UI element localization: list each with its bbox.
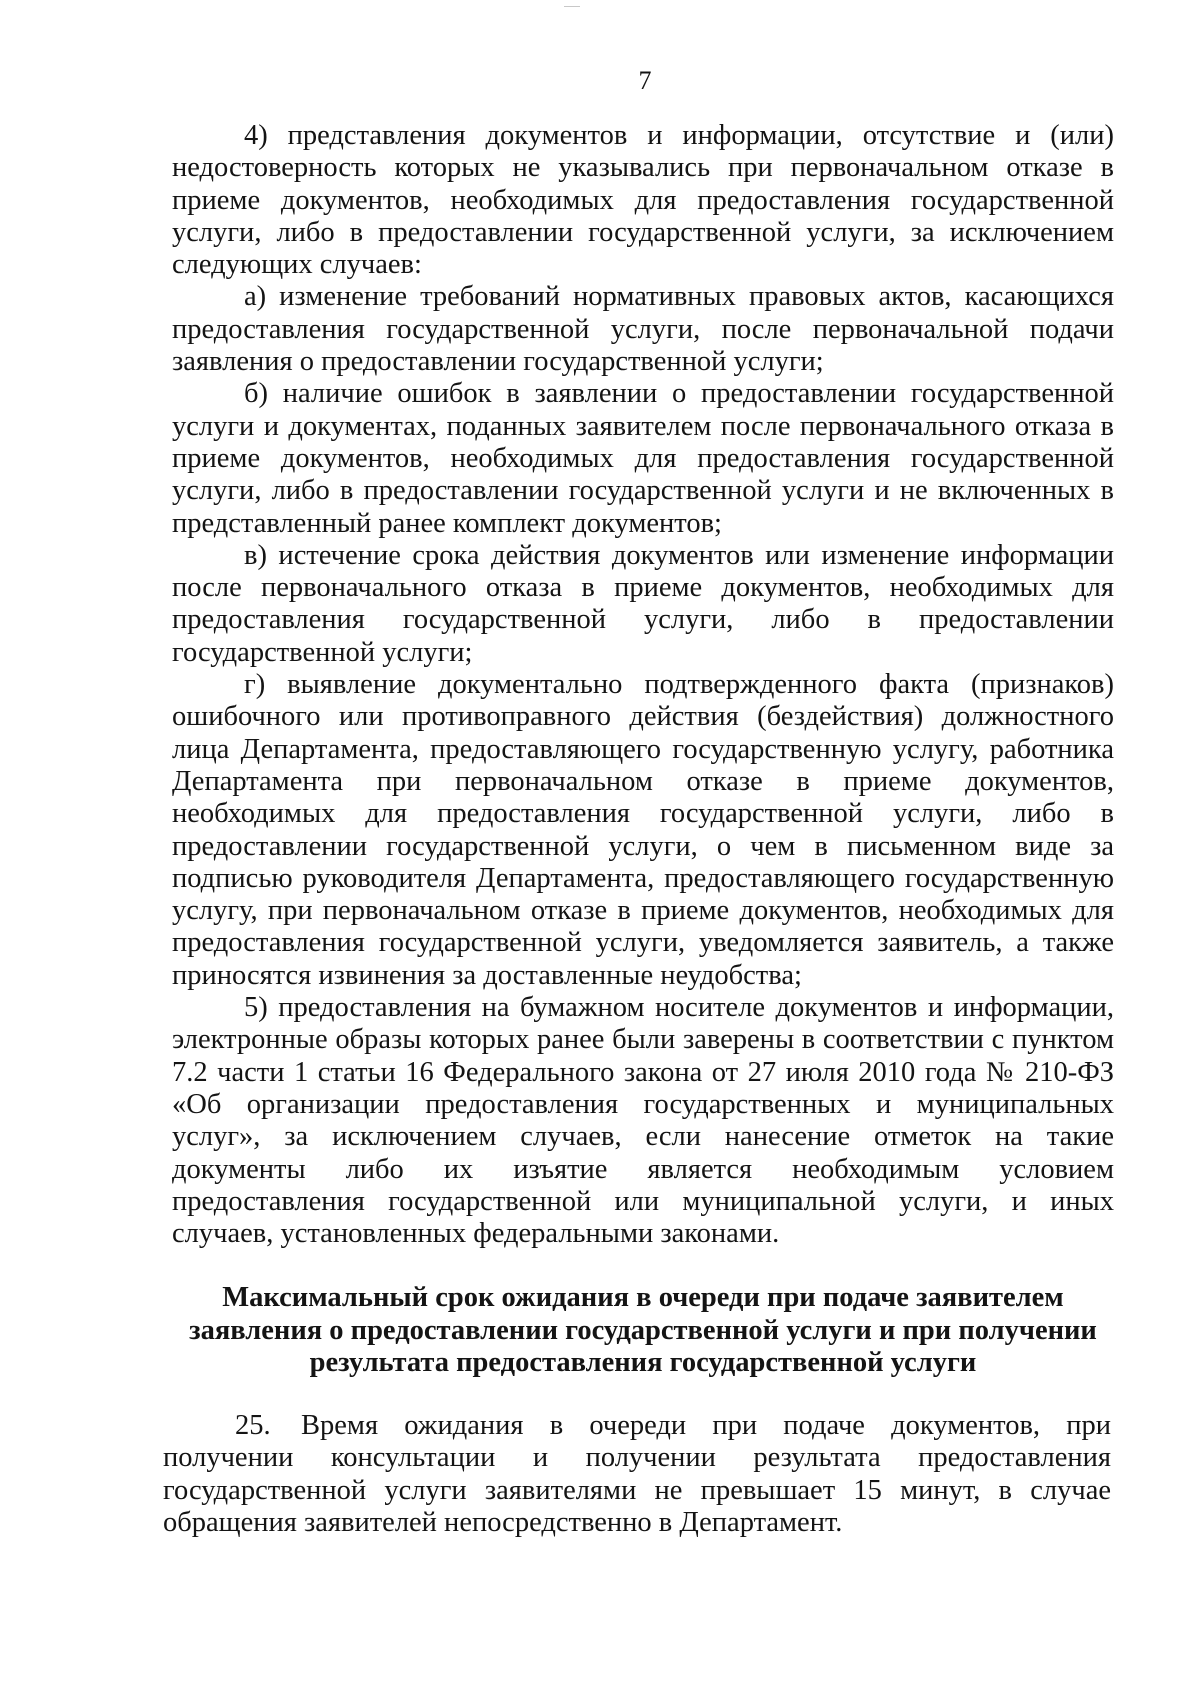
paragraph-number: 25. (235, 1410, 271, 1441)
paragraph-item-4: 4) представления документов и информации, отсутствие и (или) недостоверность которых не указывались при первоначальном отказе в приеме документов, необходимых для предоставления государственной услуги, либо в предоставлении государственной услуги, за исключением следующих случаев: (172, 120, 1114, 281)
paragraph-subitem-g: г) выявление документально подтвержденного факта (признаков) ошибочного или противоправного действия (бездействия) должностного лица Департамента, предоставляющего государственную услугу, работника Департамента при первоначальном отказе в приеме документов, необходимых для предоставления государственной услуги, либо в предоставлении государственной услуги, о чем в письменном виде за подписью руководителя Департамента, предоставляющего государственную услугу, при первоначальном отказе в приеме документов, необходимых для предоставления государственной услуги, уведомляется заявитель, а также приносятся извинения за доставленные неудобства; (172, 669, 1114, 991)
paragraph-subitem-a: а) изменение требований нормативных правовых актов, касающихся предоставления государственной услуги, после первоначальной подачи заявления о предоставлении государственной услуги; (172, 281, 1114, 378)
paragraph-text: Время ожидания в очереди при подаче документов, при получении консультации и получении результата предоставления государственной услуги заявителями не превышает 15 минут, в случае обращения заявителей непосредственно в Департамент. (163, 1410, 1111, 1538)
paragraph-item-25 (163, 1410, 1111, 1539)
section-heading: Максимальный срок ожидания в очереди при подаче заявителем заявления о предоставлении государственной услуги и при получении результата предоставления государственной услуги (189, 1282, 1097, 1378)
body-text (172, 120, 1114, 1250)
scan-mark (564, 6, 580, 7)
paragraph-item-5: 5) предоставления на бумажном носителе документов и информации, электронные образы которых ранее были заверены в соответствии с пунктом 7.2 части 1 статьи 16 Федерального закона от 27 июля 2010 года № 210-ФЗ «Об организации предоставления государственных и муниципальных услуг», за исключением случаев, если нанесение отметок на такие документы либо их изъятие является необходимым условием предоставления государственной или муниципальной услуги, и иных случаев, установленных федеральными законами. (172, 992, 1114, 1250)
page-number: 7 (638, 66, 652, 95)
paragraph-subitem-b: б) наличие ошибок в заявлении о предоставлении государственной услуги и документах, поданных заявителем после первоначального отказа в приеме документов, необходимых для предоставления государственной услуги, либо в предоставлении государственной услуги и не включенных в представленный ранее комплект документов; (172, 378, 1114, 539)
paragraph-subitem-v: в) истечение срока действия документов или изменение информации после первоначального отказа в приеме документов, необходимых для предоставления государственной услуги, либо в предоставлении государственной услуги; (172, 539, 1114, 668)
final-paragraph-block (163, 1410, 1111, 1539)
